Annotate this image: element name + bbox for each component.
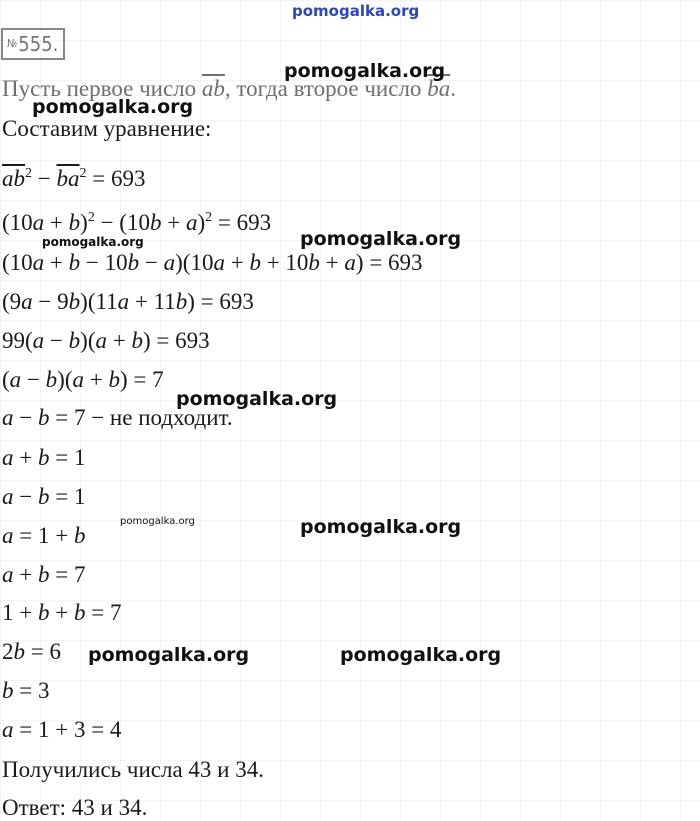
equation-7: a − b = 7 − не подходит. <box>2 405 233 430</box>
intro-text-2: , тогда второе число <box>224 76 428 101</box>
number-sign: № <box>7 37 18 50</box>
watermark: pomogalka.org <box>120 516 195 527</box>
problem-number-badge <box>1 28 65 60</box>
intro-var-ba: $\overline{ba}$ <box>427 76 451 101</box>
equation-5: 99(a − b)(a + b) = 693 <box>2 328 210 353</box>
equation-10: a = 1 + b <box>2 523 86 548</box>
watermark-top: pomogalka.org <box>292 2 420 20</box>
equation-3: (10a + b − 10b − a)(10a + b + 10b + a) = 693 <box>2 250 423 275</box>
watermark: pomogalka.org <box>176 388 338 410</box>
problem-number: 555. <box>18 32 59 56</box>
equation-8: a + b = 1 <box>2 445 86 470</box>
watermark: pomogalka.org <box>42 235 144 249</box>
intro-text-3: . <box>450 76 456 101</box>
intro-text-1: Пусть первое число <box>2 76 202 101</box>
equation-4: (9a − 9b)(11a + 11b) = 693 <box>2 289 254 314</box>
watermark: pomogalka.org <box>300 516 462 538</box>
equation-15: a = 1 + 3 = 4 <box>2 717 122 742</box>
equation-11: a + b = 7 <box>2 562 86 587</box>
equation-13: 2b = 6 <box>2 639 61 664</box>
equation-2: $(10a + b)^2 - (10b + a)^2 = 693$ <box>2 210 272 235</box>
intro-var-ab: $\overline{ab}$ <box>201 76 225 101</box>
result-line: Получились числа 43 и 34. <box>2 757 264 782</box>
watermark: pomogalka.org <box>32 96 194 118</box>
watermark: pomogalka.org <box>340 644 502 666</box>
compose-label: Составим уравнение: <box>2 116 212 141</box>
equation-9: a − b = 1 <box>2 484 86 509</box>
equation-12: 1 + b + b = 7 <box>2 600 122 625</box>
equation-1: $\overline{ab}^2 - \overline{ba}^2 = 693$ <box>2 166 146 191</box>
watermark: pomogalka.org <box>300 228 462 250</box>
watermark: pomogalka.org <box>284 60 446 82</box>
equation-6: (a − b)(a + b) = 7 <box>2 367 164 392</box>
equation-14: b = 3 <box>2 678 50 703</box>
answer-line: Ответ: 43 и 34. <box>2 795 148 820</box>
watermark: pomogalka.org <box>88 644 250 666</box>
